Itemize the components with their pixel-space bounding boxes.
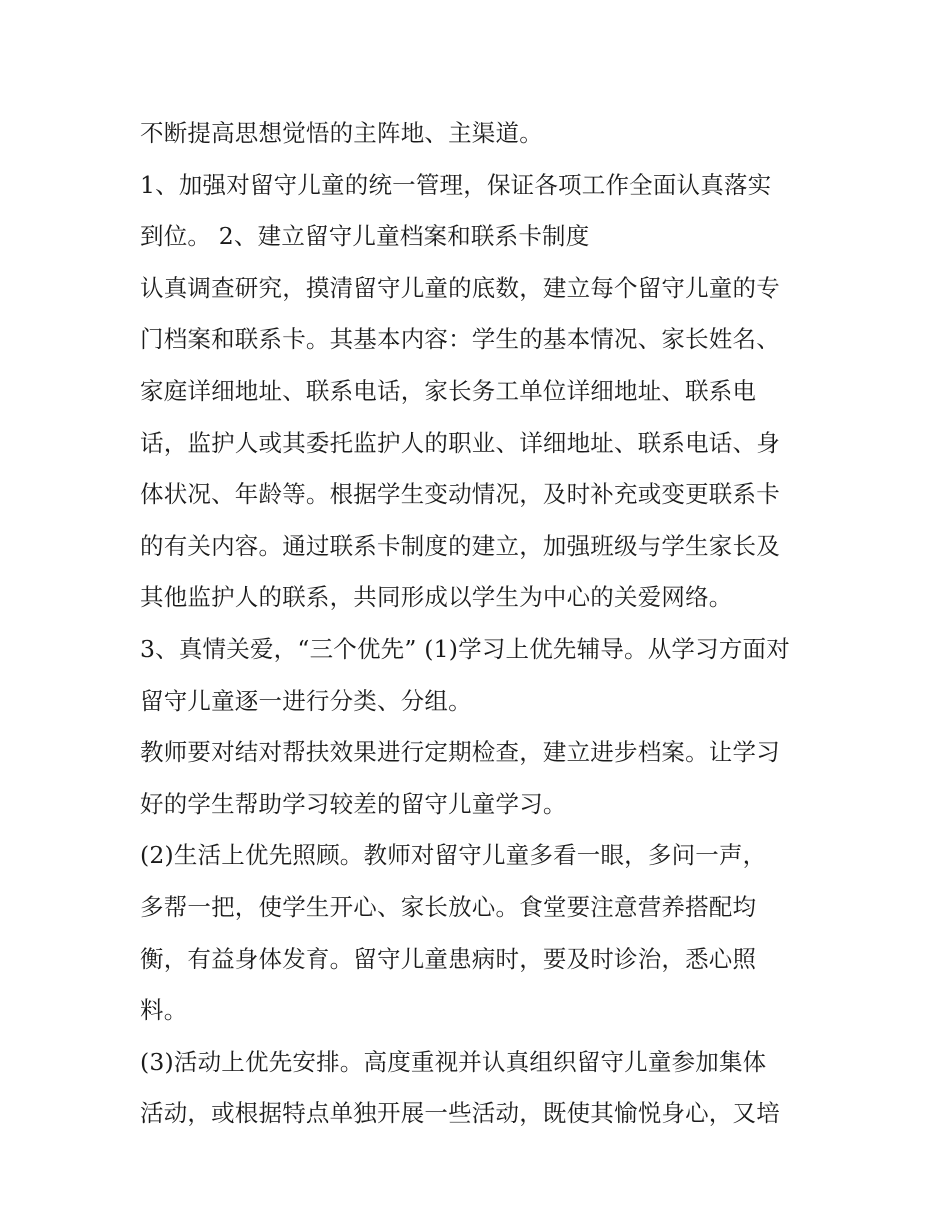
text-line: 门档案和联系卡。其基本内容：学生的基本情况、家长姓名、 xyxy=(140,325,780,354)
text-line: 体状况、年龄等。根据学生变动情况，及时补充或变更联系卡 xyxy=(140,480,780,509)
text-line: 家庭详细地址、联系电话，家长务工单位详细地址、联系电 xyxy=(140,376,757,405)
text-line: 衡，有益身体发育。留守儿童患病时，要及时诊治，悉心照 xyxy=(140,944,757,973)
text-line: 1、加强对留守儿童的统一管理，保证各项工作全面认真落实 xyxy=(140,170,772,199)
text-line: (3)活动上优先安排。高度重视并认真组织留守儿童参加集体 xyxy=(140,1047,767,1076)
text-line: 教师要对结对帮扶效果进行定期检查，建立进步档案。让学习 xyxy=(140,738,780,767)
text-line: 料。 xyxy=(140,996,188,1025)
text-line: 活动，或根据特点单独开展一些活动，既使其愉悦身心，又培 xyxy=(140,1099,780,1128)
text-line: 其他监护人的联系，共同形成以学生为中心的关爱网络。 xyxy=(140,583,733,612)
text-line: 到位。 2、建立留守儿童档案和联系卡制度 xyxy=(140,222,590,251)
text-line: 3、真情关爱，“三个优先” (1)学习上优先辅导。从学习方面对 xyxy=(140,634,790,663)
text-line: 留守儿童逐一进行分类、分组。 xyxy=(140,686,472,715)
document-body xyxy=(140,108,830,1140)
text-line: (2)生活上优先照顾。教师对留守儿童多看一眼，多问一声， xyxy=(140,841,767,870)
text-line: 不断提高思想觉悟的主阵地、主渠道。 xyxy=(140,119,543,147)
text-line: 多帮一把，使学生开心、家长放心。食堂要注意营养搭配均 xyxy=(140,892,757,921)
text-line: 好的学生帮助学习较差的留守儿童学习。 xyxy=(140,789,567,818)
text-line: 话，监护人或其委托监护人的职业、详细地址、联系电话、身 xyxy=(140,428,780,457)
text-line: 的有关内容。通过联系卡制度的建立，加强班级与学生家长及 xyxy=(140,531,780,560)
text-line: 认真调查研究，摸清留守儿童的底数，建立每个留守儿童的专 xyxy=(140,273,780,302)
